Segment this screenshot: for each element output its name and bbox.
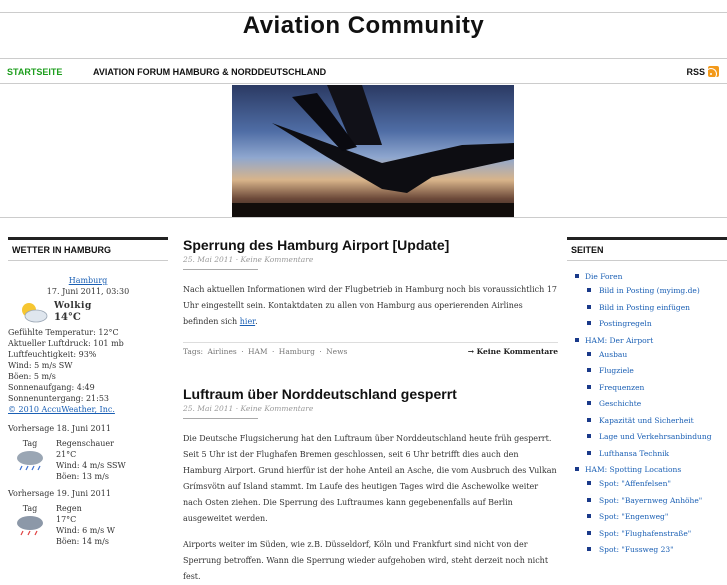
forecast-label: Tag xyxy=(22,504,38,513)
weather-detail: Böen: 5 m/s xyxy=(8,372,56,381)
post-link-hier[interactable]: hier xyxy=(239,317,256,326)
forecast-wind: Wind: 6 m/s W xyxy=(56,526,115,535)
page-link[interactable]: Spot: "Flughafenstraße" xyxy=(599,528,692,538)
page-group xyxy=(575,464,727,555)
header-image xyxy=(232,85,514,217)
page-link[interactable]: Bild in Posting (myimg.de) xyxy=(599,286,700,295)
weather-detail: Aktueller Luftdruck: 101 mb xyxy=(8,339,124,348)
rss-link[interactable] xyxy=(686,66,719,77)
page-link-ham-spotting-locations[interactable]: HAM: Spotting Locations xyxy=(585,465,682,474)
tag-link[interactable]: News xyxy=(326,347,348,356)
forecast-temp: 17°C xyxy=(56,515,77,524)
page-link[interactable]: Geschichte xyxy=(599,399,642,408)
page-link[interactable]: Lufthansa Technik xyxy=(599,448,670,458)
forecast-label: Tag xyxy=(22,439,38,448)
page-link[interactable]: Lage und Verkehrsanbindung xyxy=(599,432,712,441)
weather-detail: Sonnenaufgang: 4:49 xyxy=(8,383,95,392)
post-body: Airports weiter im Süden, wie z.B. Düsseldorf, Köln und Frankfurt sind nicht von der Sperrung betroffen. Wann die Sperrung wieder aufgehoben wird, steht derzeit noch nicht fest. xyxy=(183,540,549,581)
weather-detail: Gefühlte Temperatur: 12°C xyxy=(8,328,119,337)
page-group xyxy=(575,271,727,329)
current-condition: Wolkig xyxy=(54,301,92,311)
partly-cloudy-icon xyxy=(18,301,48,323)
comments-link[interactable]: → Keine Kommentare xyxy=(467,347,558,356)
post-text: Nach aktuellen Informationen wird der Flugbetrieb in Hamburg noch bis voraussichtlich 17 Uhr eingestellt sein. Kontaktdaten zu allen von Hamburg aus operierenden Airlines befinden sich xyxy=(183,285,557,326)
rss-icon xyxy=(708,66,719,77)
forecast-temp: 21°C xyxy=(56,450,77,459)
post-body xyxy=(183,282,558,330)
current-weather xyxy=(18,301,168,323)
pages-list xyxy=(567,271,727,555)
weather-detail: Wind: 5 m/s SW xyxy=(8,361,73,370)
forecast-title: Vorhersage 19. Juni 2011 xyxy=(8,489,111,498)
post-title[interactable]: Luftraum über Norddeutschland gesperrt xyxy=(183,386,457,402)
meta-divider xyxy=(183,269,258,270)
page-link[interactable]: Spot: "Affenfelsen" xyxy=(599,479,671,488)
post-tags xyxy=(183,347,349,356)
page-link[interactable]: Ausbau xyxy=(599,349,628,359)
forecast-title: Vorhersage 18. Juni 2011 xyxy=(8,424,111,433)
tags-label: Tags: xyxy=(183,347,204,356)
post xyxy=(183,386,558,585)
post xyxy=(183,237,558,356)
page-link[interactable]: Flugziele xyxy=(599,366,634,375)
weather-widget-title: WETTER IN HAMBURG xyxy=(8,237,168,261)
main-navigation xyxy=(0,58,727,84)
tag-link[interactable]: Hamburg xyxy=(278,347,315,356)
page-link-ham-der-airport[interactable]: HAM: Der Airport xyxy=(585,335,654,345)
forecast-gusts: Böen: 13 m/s xyxy=(56,472,109,481)
rain-icon xyxy=(14,514,46,536)
forecast-day-2 xyxy=(12,503,168,547)
post-meta: 25. Mai 2011 · Keine Kommentare xyxy=(183,404,314,413)
main-content xyxy=(183,237,558,585)
nav-item-aviation-forum[interactable]: AVIATION FORUM HAMBURG & NORDDEUTSCHLAND xyxy=(93,67,327,77)
post-text-end: . xyxy=(255,317,258,326)
forecast-gusts: Böen: 14 m/s xyxy=(56,537,109,546)
pages-widget xyxy=(567,237,727,561)
page-link[interactable]: Spot: "Fussweg 23" xyxy=(599,545,674,554)
post-body: Die Deutsche Flugsicherung hat den Luftraum über Norddeutschland heute früh gesperrt. Seit 5 Uhr ist der Flughafen Bremen geschlossen, seit 6 Uhr betrifft dies auch den Hamburg Airport. Grund hierfür ist der hohe Anteil an Asche, die vom Ausbruch des Vulkan Grímsvötn auf Island stammt. Im Laufe des heutigen Tages wird die Aschewolke weiter nach Osten ziehen. Die Sperrung des Luftraumes kann gegebenenfalls auf Berlin ausgeweitet werden. xyxy=(183,434,557,523)
post-meta: 25. Mai 2011 · Keine Kommentare xyxy=(183,255,314,264)
tag-link[interactable]: Airlines xyxy=(207,347,237,356)
page-link[interactable]: Kapazität und Sicherheit xyxy=(599,415,694,425)
tag-separator: · xyxy=(319,347,322,356)
weather-detail: Sonnenuntergang: 21:53 xyxy=(8,394,110,403)
site-title[interactable]: Aviation Community xyxy=(242,12,485,39)
tag-separator: · xyxy=(241,347,244,356)
page-link[interactable]: Spot: "Engenweg" xyxy=(599,512,669,521)
rss-label: RSS xyxy=(686,67,705,77)
forecast-day-1 xyxy=(12,438,168,482)
airplane-silhouette xyxy=(232,85,514,217)
post-title[interactable]: Sperrung des Hamburg Airport [Update] xyxy=(183,237,450,253)
forecast-condition: Regen xyxy=(56,504,82,513)
weather-city-link[interactable]: Hamburg xyxy=(68,276,108,285)
page-link[interactable]: Bild in Posting einfügen xyxy=(599,302,690,312)
accuweather-link[interactable]: © 2010 AccuWeather, Inc. xyxy=(8,405,115,414)
weather-detail: Luftfeuchtigkeit: 93% xyxy=(8,350,97,359)
current-temp: 14°C xyxy=(54,312,81,323)
weather-details xyxy=(8,327,168,415)
page-group xyxy=(575,335,727,459)
page-link[interactable]: Frequenzen xyxy=(599,382,645,392)
nav-item-startseite[interactable]: STARTSEITE xyxy=(7,67,63,77)
pages-widget-title: SEITEN xyxy=(567,237,727,261)
weather-widget xyxy=(8,237,168,553)
page-link[interactable]: Postingregeln xyxy=(599,319,652,328)
showers-icon xyxy=(14,449,46,471)
tag-separator: · xyxy=(272,347,275,356)
page-link-die-foren[interactable]: Die Foren xyxy=(585,272,623,281)
post-footer xyxy=(183,342,558,356)
forecast-condition: Regenschauer xyxy=(56,439,114,448)
weather-datetime: 17. Juni 2011, 03:30 xyxy=(46,287,130,296)
header-rule xyxy=(0,217,727,218)
meta-divider xyxy=(183,418,258,419)
forecast-wind: Wind: 4 m/s SSW xyxy=(56,461,126,470)
tag-link[interactable]: HAM xyxy=(247,347,268,356)
page-link[interactable]: Spot: "Bayernweg Anhöhe" xyxy=(599,495,703,505)
